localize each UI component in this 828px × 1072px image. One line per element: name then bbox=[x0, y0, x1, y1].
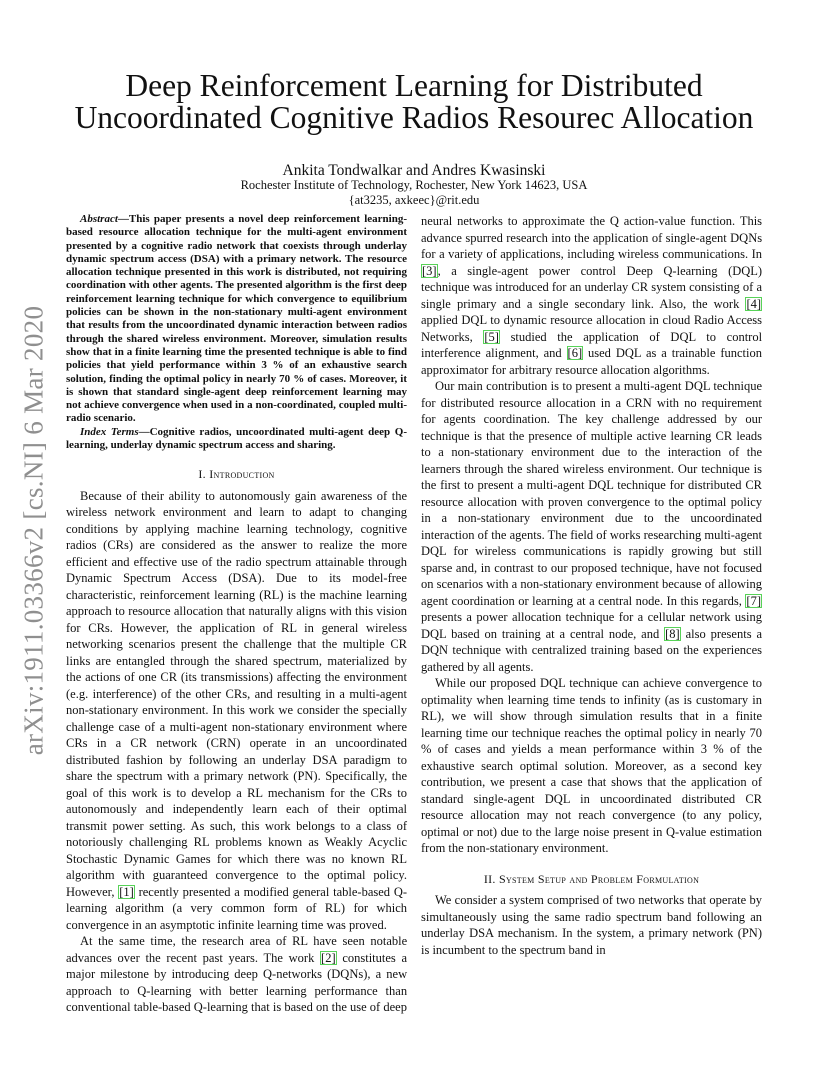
author-affiliation bbox=[66, 178, 762, 208]
paragraph-text: to bbox=[706, 329, 717, 344]
paragraph-text: to bbox=[490, 313, 500, 327]
paragraph-text: work bbox=[713, 296, 740, 311]
paragraph-text: the bbox=[331, 1000, 347, 1015]
paragraph-text: single bbox=[538, 296, 569, 311]
paragraph-text bbox=[616, 264, 627, 278]
paragraph-text bbox=[528, 264, 539, 278]
paragraph-text: in bbox=[649, 313, 659, 327]
paragraph-text: In bbox=[751, 247, 763, 261]
paragraph-text: RL bbox=[292, 934, 308, 949]
paragraph-text: time, bbox=[150, 934, 176, 949]
paragraph-text: better bbox=[229, 983, 258, 998]
paragraph-text: that bbox=[251, 1000, 270, 1015]
citation-link-1[interactable]: [1] bbox=[119, 884, 134, 899]
paragraph-text: application bbox=[583, 329, 639, 344]
paragraph-text: introduced bbox=[495, 280, 549, 294]
paragraph-text: At bbox=[80, 934, 93, 949]
citation-link-2[interactable]: [2] bbox=[321, 950, 336, 965]
paper-authors: Ankita Tondwalkar and Andres Kwasinski bbox=[282, 162, 546, 179]
abstract bbox=[66, 213, 407, 426]
paragraph-text: Access bbox=[726, 313, 763, 327]
left-column bbox=[66, 213, 407, 1016]
paragraph-text: of bbox=[276, 934, 287, 949]
paragraph-text: notable bbox=[370, 934, 408, 949]
paragraph-text: power bbox=[538, 263, 571, 278]
abstract-label: Abstract bbox=[80, 213, 118, 225]
paragraph-text: Because of their ability to autonomously gain awareness of the wireless network environment and learn to adapt to changing conditions by applying machine learning technology, cognitive radios (CRs) are considered as the answer to realize the more efficient and effective use of the radio spectrum attainable through Dynamic Spectrum Access (DSA). Due to its model-free characteristic, reinforcement learning (RL) is the machine learning approach to resource allocation that naturally aligns with this vision for CRs. However, the application of RL in general wireless networking scenarios present the challenge that the multiple CR links are entangled through the shared spectrum, materialized by the actions of one CR (its transmissions) affecting the environment (e.g. interference) of the other CRs, and resulting in a multi-agent non-stationary environment. In this work we consider the specially challenge case of a multi-agent non-stationary environment where CRs in a CR network (CRN) operate in an uncoordinated distributed fashion by following an underlay DSA paradigm to share the spectrum with a primary network (PN). Specifically, the goal of this work is to develop a RL mechanism for the CRs to autonomously and independently learn each of their optimal transmit power setting. As such, this work belongs to a class of notoriously challenging RL problems known as Weakly Acyclic Stochastic Dynamic Games for which there was no known RL algorithm with guaranteed convergence to the optimal policy. However, bbox=[66, 488, 407, 899]
paragraph-text bbox=[639, 330, 650, 344]
paragraph-text: communications. bbox=[662, 247, 749, 261]
paragraph-text: spurred bbox=[465, 230, 503, 245]
paragraph-text: advances bbox=[66, 950, 112, 965]
paragraph-text: the bbox=[181, 934, 197, 949]
paragraph-text bbox=[660, 330, 671, 344]
paragraph-text: recent bbox=[166, 950, 197, 965]
paragraph-text: (DQL) bbox=[728, 263, 763, 278]
paragraph-text: for bbox=[551, 280, 567, 294]
right-column bbox=[421, 213, 762, 958]
citation-link-7[interactable]: [7] bbox=[746, 593, 761, 608]
paragraph-text: Q-learning bbox=[193, 1000, 248, 1015]
paragraph-text: networks bbox=[457, 214, 503, 228]
paragraph-text: Radio bbox=[693, 313, 724, 327]
paragraph-text bbox=[307, 984, 315, 998]
paragraph-text: DQNs bbox=[730, 230, 763, 245]
paragraph-text: a bbox=[756, 280, 762, 294]
paragraph-text bbox=[718, 264, 729, 278]
paragraph-text: years. bbox=[228, 950, 258, 965]
paragraph-text: a bbox=[401, 950, 408, 965]
paragraph-text: based bbox=[284, 1000, 313, 1015]
paragraph-text: research bbox=[506, 230, 548, 245]
paragraph-text: consisting bbox=[689, 280, 740, 294]
paragraph-text bbox=[716, 330, 727, 344]
paragraph-text: conventional bbox=[66, 1000, 131, 1015]
paragraph-text: neural bbox=[421, 214, 453, 228]
paragraph-text: to bbox=[507, 214, 518, 228]
paragraph-text: trainable bbox=[671, 346, 716, 360]
paragraph-text: learning bbox=[265, 983, 307, 998]
paragraph-text: and bbox=[543, 346, 562, 360]
paragraph-text: is bbox=[272, 1000, 282, 1015]
paragraph-text: advance bbox=[421, 230, 462, 245]
paragraph-text: wireless bbox=[617, 247, 659, 261]
paragraph-text: deep bbox=[234, 967, 258, 982]
paragraph-text: of bbox=[486, 247, 497, 261]
paragraph-text: resource bbox=[555, 362, 598, 377]
paragraph-text: same bbox=[119, 934, 145, 949]
paragraph-text: primary bbox=[456, 296, 497, 311]
paragraph-text: approach bbox=[66, 983, 112, 998]
paragraph-text: a bbox=[375, 967, 382, 982]
paragraph-text: recently presented a modified general table-based Q-learning algorithm (a very common form of RL) for which convergence in an asymptotic infinite learning time was proved. bbox=[66, 884, 408, 932]
citation-link-6[interactable]: [6] bbox=[567, 346, 583, 360]
paragraph-text: application bbox=[592, 230, 649, 245]
citation-link-3[interactable]: [3] bbox=[422, 263, 437, 278]
abstract-text: —This paper presents a novel deep reinforcement learning-based resource allocation technique for the multi-agent environment presented by a cognitive radio network that coexists through underlay dynamic spectrum access (DSA) with a primary network. The resource allocation technique presented in this work is distributed, not requiring coordination with other agents. The presented algorithm is the first deep reinforcement learning technique for which convergence to equilibrium policies can be shown in the non-stationary multi-agent environment that results from the uncoordinated dynamic interaction between radios through the shared wireless environment. Moreover, simulation results show that in a finite learning time the presented technique is able to find policies that yield performance within 3 % of an exhaustive search solution, finding the optimal policy in nearly 70 % of cases. Moreover, it is shown that standard single-agent deep reinforcement learning may not achieve convergence when used in a non-coordinated, coupled multi-radio scenario. bbox=[66, 213, 407, 425]
paragraph-text: (DQNs), bbox=[327, 967, 371, 982]
paragraph-text: by bbox=[153, 967, 167, 982]
paragraph-text: as bbox=[645, 346, 657, 360]
paragraph-text: II. System Setup and Problem Formulation bbox=[483, 871, 700, 886]
paragraph-text: seen bbox=[342, 934, 365, 949]
paragraph-text bbox=[378, 984, 386, 998]
paragraph-text: used bbox=[588, 346, 611, 360]
paragraph-text bbox=[547, 330, 558, 344]
paragraph-text: system bbox=[651, 280, 686, 294]
paragraph-text: the bbox=[98, 934, 114, 949]
paragraph-text: allocation bbox=[600, 362, 651, 377]
arxiv-identifier-text: arXiv:1911.03366v2 [cs.NI] 6 Mar 2020 bbox=[18, 305, 49, 755]
paragraph-text bbox=[573, 330, 584, 344]
paragraph-text: the bbox=[557, 329, 573, 344]
paragraph-text: milestone bbox=[100, 967, 149, 982]
paragraph-text: Q-networks bbox=[263, 967, 323, 982]
paragraph-text: for bbox=[421, 247, 436, 261]
paragraph-text: deep bbox=[383, 1000, 407, 1015]
paragraph-text: , bbox=[437, 263, 441, 278]
paragraph-text: have bbox=[313, 934, 337, 949]
paragraph-text: the bbox=[574, 230, 590, 245]
paragraph-text: Q-learning bbox=[663, 263, 718, 278]
citation-link-5[interactable]: [5] bbox=[484, 329, 499, 344]
paragraph-text: than bbox=[385, 983, 408, 998]
paragraph-text: approximator bbox=[421, 362, 489, 377]
paragraph-text: cloud bbox=[662, 313, 691, 327]
paragraph-text: dynamic bbox=[503, 313, 547, 327]
paragraph-text: performance bbox=[314, 983, 378, 998]
paragraph-text: new bbox=[386, 967, 408, 982]
system-setup-paragraph-1 bbox=[421, 892, 762, 958]
paragraph-text: also presents a DQN technique with centralized training based on the experiences gathered by all agents. bbox=[421, 626, 762, 674]
paper-title: Deep Reinforcement Learning for Distributed Uncoordinated Cognitive Radios Resourec Allocation bbox=[74, 68, 754, 135]
paragraph-text: with bbox=[199, 983, 222, 998]
paragraph-text: DQL bbox=[670, 329, 696, 344]
paragraph-text: Q-learning bbox=[137, 983, 192, 998]
paragraph-text: action-value bbox=[623, 214, 686, 228]
paragraph-text: applied bbox=[421, 313, 458, 327]
paragraph-text: past bbox=[202, 950, 223, 965]
index-terms bbox=[66, 426, 407, 453]
paragraph-text: studied bbox=[510, 329, 547, 344]
paragraph-text: to bbox=[119, 983, 130, 998]
paragraph-text: was bbox=[472, 280, 493, 294]
paragraph-text bbox=[473, 330, 484, 344]
paragraph-text: Networks, bbox=[421, 329, 473, 344]
intro-paragraph-2 bbox=[66, 933, 407, 1016]
paragraph-text: interference bbox=[421, 346, 481, 360]
paragraph-text: single-agent bbox=[467, 263, 529, 278]
index-terms-text: —Cognitive radios, uncoordinated multi-agent deep Q-learning, underlay dynamic spectrum access and sharing. bbox=[66, 425, 407, 452]
intro-paragraph-1 bbox=[66, 488, 407, 934]
paragraph-text: including bbox=[567, 247, 615, 261]
paragraph-text: work bbox=[288, 950, 315, 965]
paragraph-text: approximate bbox=[522, 214, 585, 228]
paragraph-text: single-agent bbox=[665, 230, 727, 245]
paragraph-text: a bbox=[439, 247, 445, 261]
index-terms-label: Index Terms bbox=[80, 425, 139, 438]
paragraph-text: Also, bbox=[659, 296, 687, 311]
paragraph-text bbox=[570, 264, 581, 278]
paragraph-text: area bbox=[249, 934, 271, 949]
paragraph-text: control bbox=[726, 329, 763, 344]
paragraph-text: underlay bbox=[584, 280, 629, 294]
paragraph-text: function. bbox=[690, 214, 736, 228]
paragraph-text: DQL bbox=[461, 313, 487, 327]
paragraph-text: of bbox=[649, 329, 660, 344]
paragraph-text: resource bbox=[550, 313, 593, 327]
paragraph-text: function bbox=[720, 346, 763, 360]
author-emails: {at3235, axkeec}@rit.edu bbox=[348, 193, 480, 207]
paragraph-text: for bbox=[491, 362, 507, 377]
paragraph-text: Q bbox=[609, 214, 619, 228]
paragraph-text: link. bbox=[631, 296, 654, 311]
arxiv-identifier-stamp bbox=[4, 300, 64, 760]
paragraph-text: DQL bbox=[615, 346, 642, 360]
paragraph-text: arbitrary bbox=[509, 362, 553, 377]
paragraph-text: The bbox=[263, 950, 283, 965]
paragraph-text: a bbox=[526, 296, 533, 311]
paragraph-text: the bbox=[145, 950, 161, 965]
paragraph-text bbox=[441, 264, 452, 278]
paragraph-text: control bbox=[580, 263, 617, 278]
paragraph-text: applications, bbox=[500, 247, 564, 261]
intro-paragraph-4 bbox=[421, 675, 762, 857]
paragraph-text: research bbox=[202, 934, 244, 949]
paragraph-text bbox=[653, 264, 664, 278]
citation-link-8[interactable]: [8] bbox=[665, 626, 680, 641]
paragraph-text: into bbox=[551, 230, 571, 245]
paragraph-text: secondary bbox=[574, 296, 626, 311]
paragraph-text: introducing bbox=[171, 967, 230, 982]
affiliation-line: Rochester Institute of Technology, Rochester, New York 14623, USA bbox=[240, 178, 588, 192]
citation-link-4[interactable]: [4] bbox=[746, 296, 762, 311]
paragraph-text: of bbox=[742, 280, 754, 294]
paragraph-text: the bbox=[589, 214, 605, 228]
paragraph-text: CR bbox=[631, 280, 649, 294]
paragraph-text: single bbox=[421, 296, 451, 311]
paragraph-text bbox=[457, 264, 468, 278]
paragraph-text: algorithms. bbox=[653, 362, 710, 377]
section-heading-system-setup bbox=[421, 871, 762, 888]
intro-paragraph-2-continued bbox=[421, 213, 762, 378]
paragraph-text: of bbox=[369, 1000, 381, 1015]
paragraph-text: This bbox=[739, 214, 763, 228]
paragraph-text: on bbox=[315, 1000, 329, 1015]
section-heading-introduction: I. Introduction bbox=[198, 467, 275, 482]
intro-paragraph-3 bbox=[421, 378, 762, 675]
paragraph-text: alignment, bbox=[485, 346, 539, 360]
paragraph-text: major bbox=[66, 967, 96, 982]
paragraph-text: use bbox=[350, 1000, 367, 1015]
paragraph-text: We consider a system comprised of two networks that operate by simultaneously using the same radio spectrum band following an underlay DSA mechanism. In the system, a primary network (PN) is incumbent to the spectrum band in bbox=[421, 893, 762, 957]
paragraph-text: a bbox=[451, 263, 457, 278]
paragraph-text: of bbox=[651, 230, 663, 245]
paragraph-text: presents a power allocation technique for a cellular network using DQL based on training at a central node, and bbox=[421, 610, 762, 641]
paragraph-text: Deep bbox=[626, 263, 653, 278]
paragraph-text: and bbox=[502, 296, 521, 311]
paragraph-text: allocation bbox=[596, 313, 646, 327]
paragraph-text: over bbox=[117, 950, 140, 965]
paragraph-text bbox=[112, 984, 120, 998]
paragraph-text: constitutes bbox=[342, 950, 396, 965]
paragraph-text bbox=[258, 984, 266, 998]
paragraph-text bbox=[696, 330, 707, 344]
paragraph-text: an bbox=[569, 280, 582, 294]
paragraph-text: technique bbox=[421, 280, 470, 294]
paragraph-text bbox=[562, 346, 567, 360]
paragraph-text bbox=[500, 330, 511, 344]
paragraph-text: table-based bbox=[133, 1000, 191, 1015]
paragraph-text: variety bbox=[448, 247, 483, 261]
paragraph-text: the bbox=[692, 296, 708, 311]
paragraph-text: While our proposed DQL technique can achieve convergence to optimality when learning time tends to infinity (as is customary in RL), we will show through simulation results that in a finite learning time our technique reaches the optimal policy in nearly 70 % of cases and yields a mean performance within 3 % of the exhaustive search optimal solution. Moreover, as a second key contribution, we present a case that shows that the application of standard single-agent DQL in uncoordinated distributed CR resource allocation may not reach convergence (to any policy, optimal or not) due to the large noise present in Q-value estimation from the non-stationary environment. bbox=[421, 676, 762, 855]
paragraph-text: Our main contribution is to present a multi-agent DQL technique for distributed resource allocation in a CRN with no requirement for agents coordination. The key challenge addressed by our technique is that the presence of multiple active learning CR leads to a non-stationary environment due to the interaction of the learners through the shared wireless environment. Our technique is the first to present a multi-agent DQL technique for distributed CR resource allocation with proven convergence to the optimal policy in a non-stationary environment due to the uncoordinated interaction of the agents. The field of works researching multi-agent DQL for wireless communications is rapidly growing but still sparse and, in contrast to our proposed technique, have not focused on scenarios with a non-stationary environment because of allowing agent coordination or learning at a central node. In this regards, bbox=[421, 379, 762, 608]
paragraph-text: a bbox=[661, 346, 667, 360]
